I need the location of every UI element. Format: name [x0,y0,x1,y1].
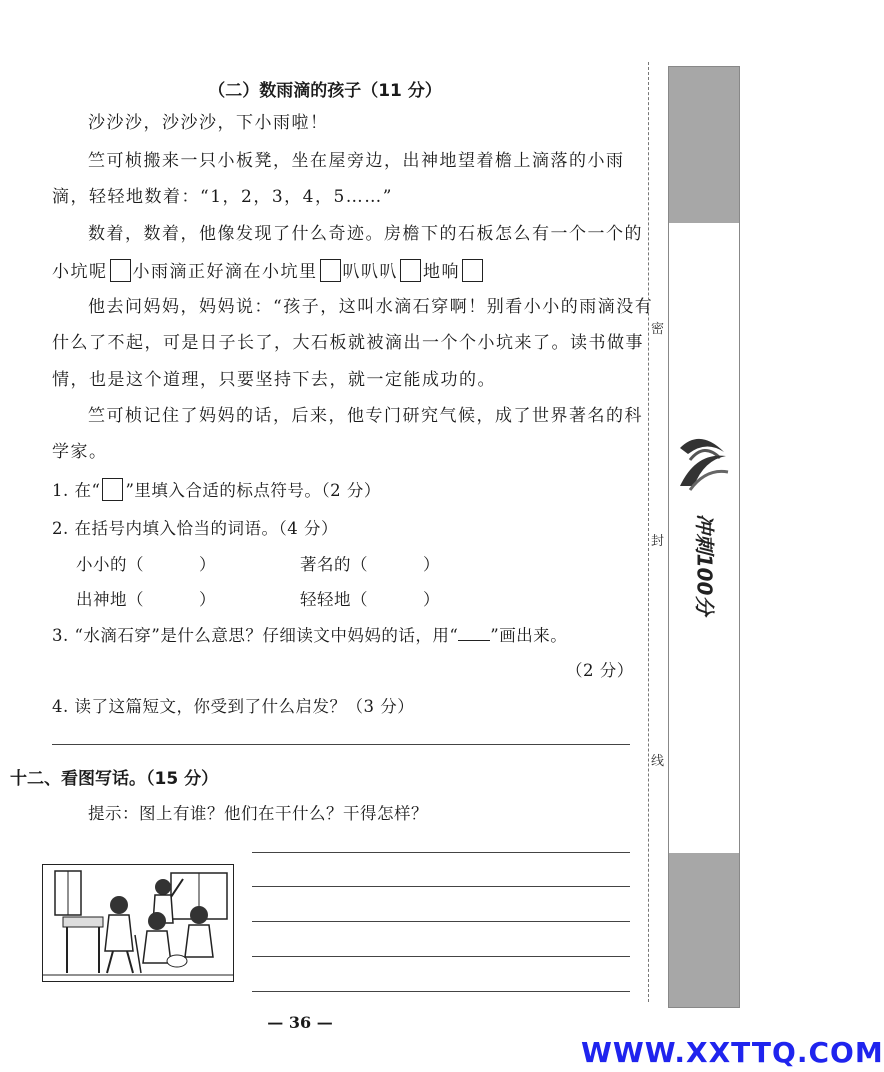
question-text: 1. 在“ [52,481,101,500]
passage-line-with-boxes [52,259,485,283]
question-2: 2. 在括号内填入恰当的词语。（4 分） [52,519,338,538]
passage-text: 地响 [423,262,460,282]
answer-line[interactable] [52,744,630,745]
question-3-score: （2 分） [566,661,634,680]
passage-text: 叭叭叭 [342,262,398,282]
word-blank-4[interactable] [300,586,440,610]
word-blank-1[interactable] [76,551,216,575]
section-12-hint: 提示：图上有谁？他们在干什么？干得怎样？ [88,804,428,823]
blank-close: ） [199,555,216,574]
illustration-drawing [43,865,233,981]
passage-line: 数着，数着，他像发现了什么奇迹。房檐下的石板怎么有一个一个的 [88,224,643,244]
passage-line: 滴，轻轻地数着：“1，2，3，4，5……” [52,187,393,207]
blank-close: ） [423,590,440,609]
section-12-title: 十二、看图写话。（15 分） [10,769,219,789]
question-text: 3. “水滴石穿”是什么意思？仔细读文中妈妈的话，用“ [52,626,459,645]
watermark: WWW.XXTTQ.COM [581,1036,884,1069]
seal-char: 密 [651,322,665,337]
passage-line: 什么了不起，可是日子长了，大石板就被滴出一个个小坑来了。读书做事 [52,333,644,353]
binding-dotted-line [648,62,649,1002]
question-3 [52,622,567,646]
question-text: ”画出来。 [490,626,568,645]
brand-text: 冲刺100分 [692,513,717,616]
blank-label: 著名的（ [300,555,368,574]
word-blank-3[interactable] [76,586,216,610]
passage-line: 他去问妈妈，妈妈说：“孩子，这叫水滴石穿啊！别看小小的雨滴没有 [88,297,654,317]
passage-line: 竺可桢记住了妈妈的话，后来，他专门研究气候，成了世界著名的科 [88,406,643,426]
question-1 [52,477,381,501]
page-number: — 36 — [267,1013,333,1032]
panel-grey-top [669,67,739,223]
passage-text: 小坑呢 [52,262,108,282]
punctuation-box-2[interactable] [320,259,341,282]
question-4: 4. 读了这篇短文，你受到了什么启发？（3 分） [52,697,415,716]
passage-line: 情，也是这个道理，只要坚持下去，就一定能成功的。 [52,370,496,390]
seal-char: 线 [651,754,665,769]
passage-line: 竺可桢搬来一只小板凳，坐在屋旁边，出神地望着檐上滴落的小雨 [88,151,625,171]
blank-close: ） [423,555,440,574]
blank-close: ） [199,590,216,609]
passage-line: 学家。 [52,442,108,462]
blank-label: 出神地（ [76,590,144,609]
blank-label: 轻轻地（ [300,590,368,609]
passage-text: 小雨滴正好滴在小坑里 [132,262,318,282]
punctuation-box-3[interactable] [400,259,421,282]
question-text: ”里填入合适的标点符号。（2 分） [125,481,381,500]
section-title: （二）数雨滴的孩子（11 分） [208,81,442,101]
brand-logo-icon [676,446,732,494]
brand-text-holder [690,498,722,628]
example-box [102,478,123,501]
writing-line[interactable] [252,852,630,853]
writing-line[interactable] [252,956,630,957]
passage-line: 沙沙沙，沙沙沙，下小雨啦！ [88,113,329,133]
punctuation-box-1[interactable] [110,259,131,282]
punctuation-box-4[interactable] [462,259,483,282]
classroom-cleaning-illustration [42,864,234,982]
writing-line[interactable] [252,886,630,887]
seal-char: 封 [651,534,665,549]
blank-label: 小小的（ [76,555,144,574]
writing-line[interactable] [252,921,630,922]
word-blank-2[interactable] [300,551,440,575]
panel-grey-bottom [669,853,739,1007]
writing-line[interactable] [252,991,630,992]
underline-sample [458,626,490,641]
